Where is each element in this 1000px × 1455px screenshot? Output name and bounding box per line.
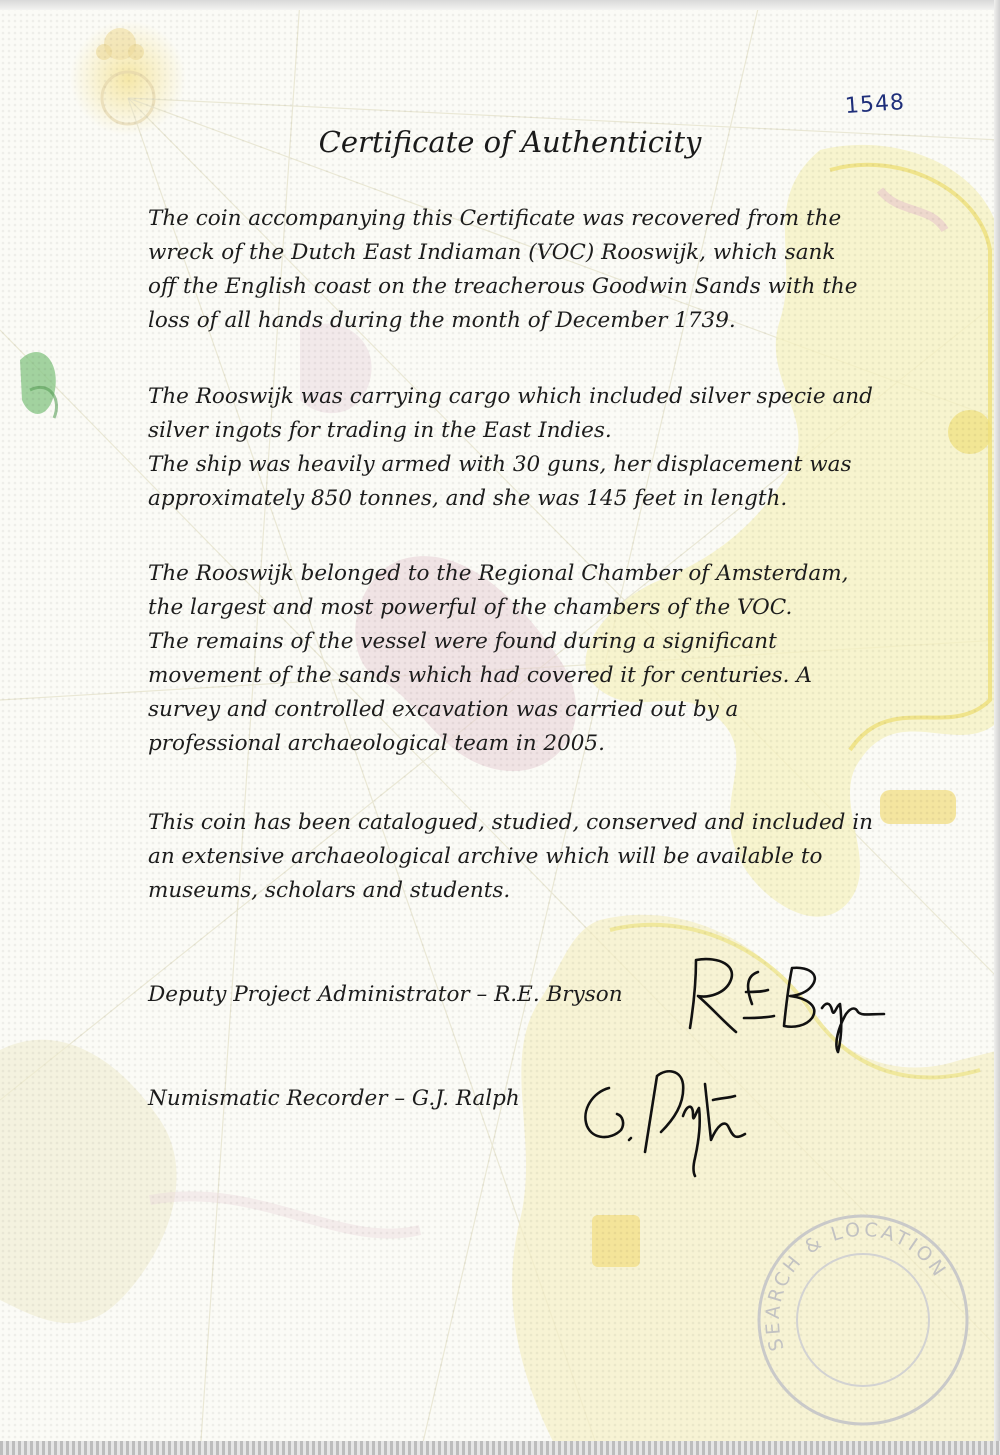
paragraph-cargo [148, 380, 888, 516]
paragraph-archive [148, 806, 888, 908]
paragraph-line: the largest and most powerful of the chambers of the VOC. [148, 595, 793, 620]
paragraph-line: The ship was heavily armed with 30 guns, her displacement was [148, 452, 852, 477]
paragraph-line: The coin accompanying this Certificate was recovered from the [148, 206, 842, 231]
stamp-text [748, 1205, 957, 1355]
signature-bryson [680, 948, 895, 1058]
stamp-text-path: SEARCH & LOCATION [761, 1218, 952, 1354]
paragraph-line: an extensive archaeological archive which will be available to [148, 844, 823, 869]
catalogue-number: 1548 [844, 89, 906, 120]
paragraph-line: off the English coast on the treacherous Goodwin Sands with the [148, 274, 858, 299]
sheet-bottom-edge [0, 1441, 1000, 1455]
paragraph-line: loss of all hands during the month of December 1739. [148, 308, 736, 333]
paragraph-line: movement of the sands which had covered it for centuries. A [148, 663, 812, 688]
paragraph-line: silver ingots for trading in the East Indies. [148, 418, 612, 443]
sheet-top-edge [0, 0, 1000, 10]
signatory-deputy-administrator: Deputy Project Administrator – R.E. Bryson [148, 982, 623, 1007]
paragraph-line: wreck of the Dutch East Indiaman (VOC) Rooswijk, which sank [148, 240, 836, 265]
sheet-right-edge [994, 0, 1000, 1455]
paragraph-line: The Rooswijk was carrying cargo which included silver specie and [148, 384, 873, 409]
paragraph-line: The remains of the vessel were found during a significant [148, 629, 777, 654]
paragraph-line: museums, scholars and students. [148, 878, 511, 903]
paragraph-line: approximately 850 tonnes, and she was 145 feet in length. [148, 486, 788, 511]
stamp-seal [748, 1205, 978, 1435]
signatory-numismatic-recorder: Numismatic Recorder – G.J. Ralph [148, 1086, 520, 1111]
paragraph-line: The Rooswijk belonged to the Regional Chamber of Amsterdam, [148, 561, 849, 586]
signature-ralph [575, 1048, 775, 1183]
paragraph-line: professional archaeological team in 2005. [148, 731, 605, 756]
paragraph-chamber [148, 557, 888, 761]
paragraph-recovery [148, 202, 888, 338]
paragraph-line: This coin has been catalogued, studied, conserved and included in [148, 810, 874, 835]
certificate-title: Certificate of Authenticity [318, 125, 702, 159]
paragraph-line: survey and controlled excavation was carried out by a [148, 697, 739, 722]
